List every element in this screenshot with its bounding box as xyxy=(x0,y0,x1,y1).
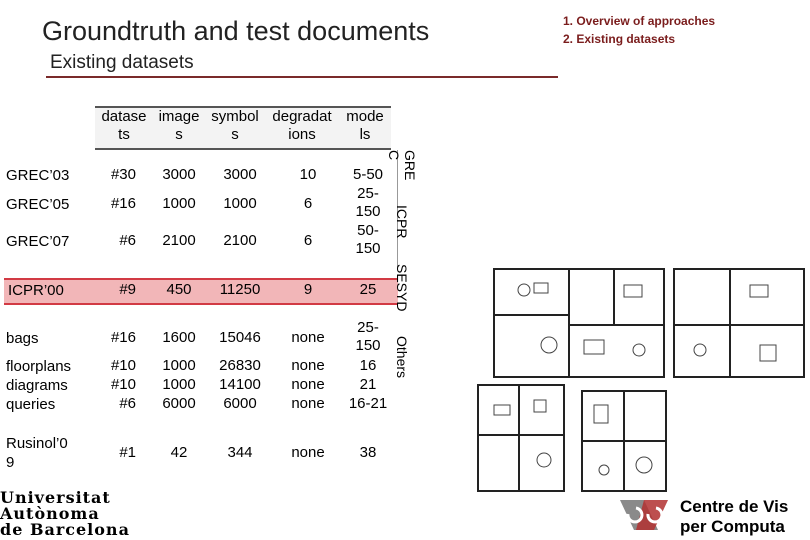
row-diagrams-extra: 21 xyxy=(359,376,377,393)
row-bags-symbols: 1600 xyxy=(162,329,196,346)
row-bags-degradations: 15046 xyxy=(219,329,261,346)
row-queries-extra: 16-21 xyxy=(348,395,388,412)
group-label-sesyd: SESYD xyxy=(394,264,410,312)
header-degradations: degradat ions xyxy=(272,108,332,143)
group-label-icpr: ICPR xyxy=(394,205,410,239)
row-floorplans-symbols: 1000 xyxy=(162,357,196,374)
row-floorplans-extra: 16 xyxy=(359,357,377,374)
row-rusinol-symbols: 42 xyxy=(170,444,188,461)
row-diagrams-models: none xyxy=(291,376,325,393)
row-bags-images: #16 xyxy=(110,329,136,346)
row-queries-symbols: 6000 xyxy=(162,395,196,412)
row-diagrams-degradations: 14100 xyxy=(219,376,261,393)
header-datasets: datase ts xyxy=(101,108,147,143)
row-diagrams-symbols: 1000 xyxy=(162,376,196,393)
row-rusinol-images: #1 xyxy=(119,444,136,461)
row-floorplans-degradations: 26830 xyxy=(219,357,261,374)
row-diagrams-images: #10 xyxy=(110,376,136,393)
row-rusinol-extra: 38 xyxy=(359,444,377,461)
outline-item-1[interactable]: 1. Overview of approaches xyxy=(563,14,716,28)
row-bags-name: bags xyxy=(6,330,39,347)
row-queries-images: #6 xyxy=(119,395,136,412)
row-icpr00-images: #9 xyxy=(119,281,136,298)
group-label-grec: GRE C xyxy=(386,150,418,181)
cvc-logo-text: Centre de Vis per Computa xyxy=(680,497,789,536)
row-icpr00-name: ICPR’00 xyxy=(8,282,64,299)
header-models: mode ls xyxy=(346,108,384,143)
row-icpr00-symbols: 450 xyxy=(166,281,192,298)
row-grec07-models: 6 xyxy=(303,232,313,249)
cvc-logo-mark xyxy=(614,496,674,538)
row-grec03-name: GREC’03 xyxy=(6,167,70,184)
header-images: image s xyxy=(158,108,200,143)
row-grec05-name: GREC’05 xyxy=(6,196,70,213)
row-grec03-models: 10 xyxy=(299,166,317,183)
row-rusinol-name: Rusinol’0 9 xyxy=(6,435,68,471)
row-grec03-symbols: 3000 xyxy=(162,166,196,183)
row-queries-degradations: 6000 xyxy=(223,395,257,412)
row-rusinol-degradations: 344 xyxy=(227,444,253,461)
row-grec05-symbols: 1000 xyxy=(162,195,196,212)
group-label-others: Others xyxy=(394,336,410,379)
row-floorplans-models: none xyxy=(291,357,325,374)
uab-logo: Universitat Autònoma de Barcelona xyxy=(0,488,130,539)
row-grec07-degradations: 2100 xyxy=(223,232,257,249)
row-grec07-symbols: 2100 xyxy=(162,232,196,249)
row-grec05-images: #16 xyxy=(110,195,136,212)
row-queries-models: none xyxy=(291,395,325,412)
row-diagrams-name: diagrams xyxy=(6,377,68,394)
row-grec05-models: 6 xyxy=(303,195,313,212)
row-bags-extra: 25- 150 xyxy=(355,319,381,354)
row-bags-models: none xyxy=(291,329,325,346)
header-symbols: symbol s xyxy=(211,108,259,143)
row-icpr00-models: 9 xyxy=(303,281,313,298)
row-grec03-extra: 5-50 xyxy=(352,166,384,183)
row-floorplans-name: floorplans xyxy=(6,358,72,375)
title-divider xyxy=(46,76,558,78)
outline-nav xyxy=(563,12,715,48)
row-grec03-images: #30 xyxy=(110,166,136,183)
row-queries-name: queries xyxy=(6,396,56,413)
row-grec07-images: #6 xyxy=(119,232,136,249)
row-rusinol-models: none xyxy=(291,444,325,461)
row-grec03-degradations: 3000 xyxy=(223,166,257,183)
slide-subtitle: Existing datasets xyxy=(50,52,194,73)
outline-item-2[interactable]: 2. Existing datasets xyxy=(563,32,676,46)
floorplan-image-2 xyxy=(670,265,810,495)
row-grec07-name: GREC’07 xyxy=(6,233,70,250)
slide-title: Groundtruth and test documents xyxy=(42,16,430,46)
row-icpr00-degradations: 11250 xyxy=(219,281,261,298)
row-floorplans-images: #10 xyxy=(110,357,136,374)
row-grec05-degradations: 1000 xyxy=(223,195,257,212)
row-grec05-extra: 25- 150 xyxy=(355,185,381,220)
row-icpr00-extra: 25 xyxy=(359,281,377,298)
floorplan-image xyxy=(474,265,669,495)
row-grec07-extra: 50- 150 xyxy=(355,222,381,257)
